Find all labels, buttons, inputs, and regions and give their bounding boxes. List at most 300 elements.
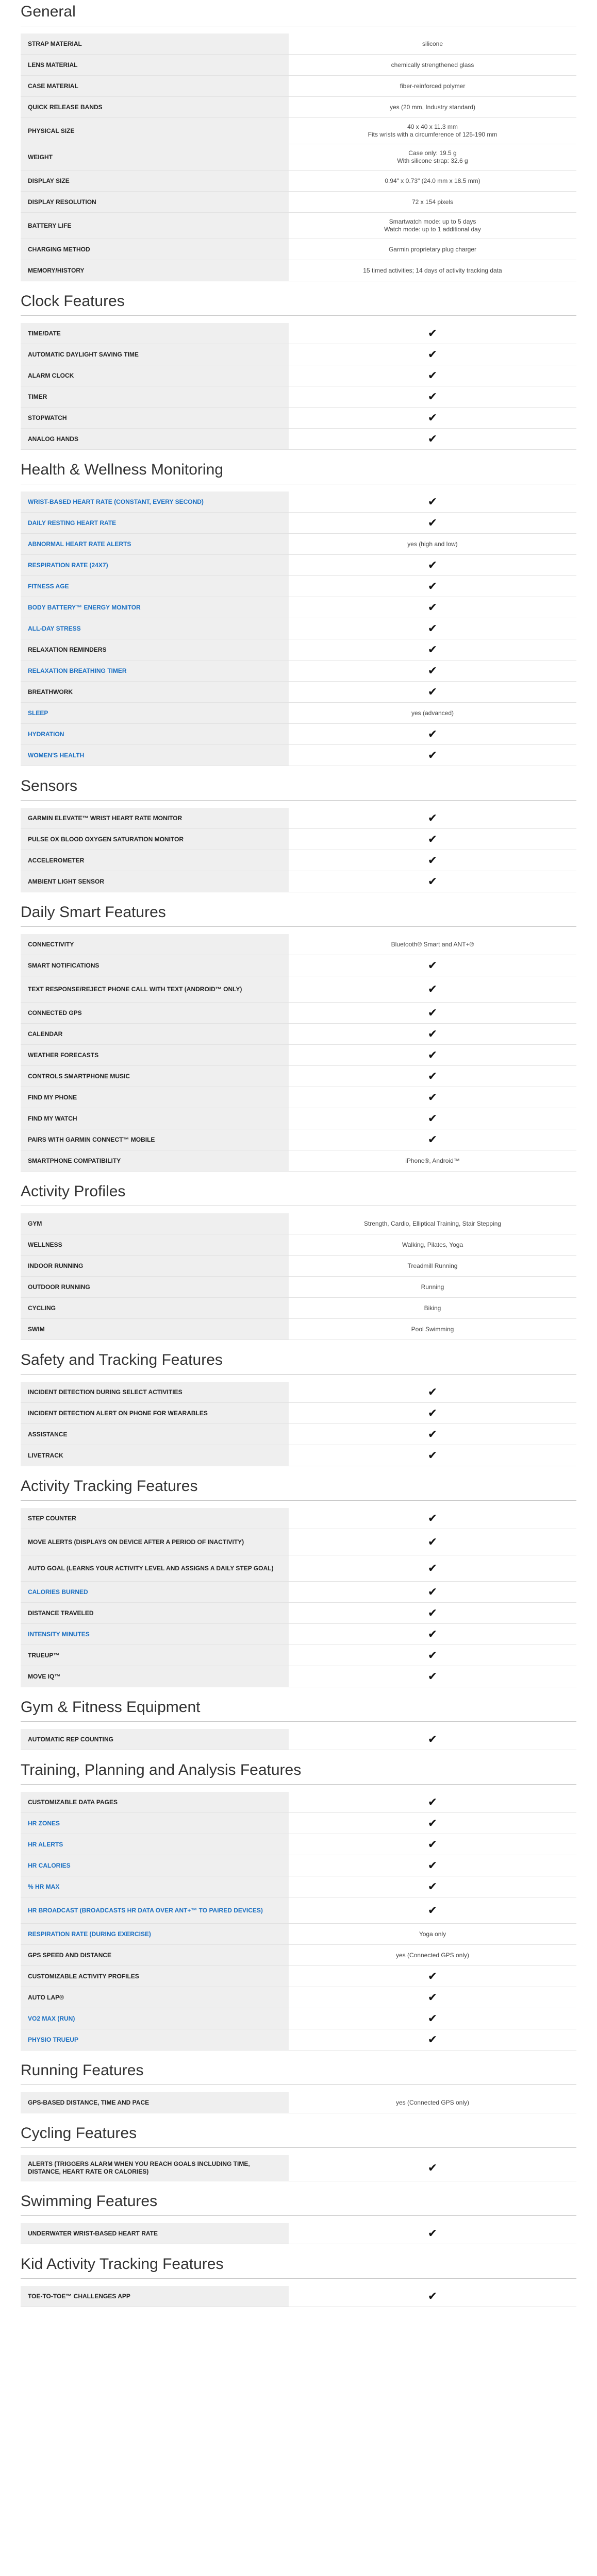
- checkmark-icon: ✔: [427, 601, 438, 614]
- spec-value: [289, 1945, 576, 1965]
- spec-value-text: Pool Swimming: [411, 1325, 454, 1333]
- spec-label: PHYSICAL SIZE: [21, 118, 289, 144]
- checkmark-icon: ✔: [427, 1970, 438, 1982]
- spec-value: [289, 1150, 576, 1171]
- spec-row: [21, 1813, 576, 1834]
- spec-label-link[interactable]: SLEEP: [21, 703, 289, 723]
- spec-value-text: Biking: [424, 1304, 441, 1312]
- section-title: Training, Planning and Analysis Features: [21, 1750, 576, 1785]
- spec-value: [289, 1298, 576, 1318]
- section-title: Swimming Features: [21, 2181, 576, 2216]
- spec-label-link[interactable]: HR ZONES: [21, 1813, 289, 1834]
- spec-row: [21, 1729, 576, 1750]
- spec-value-text: yes (Connected GPS only): [395, 1951, 470, 1959]
- spec-value: [289, 682, 576, 702]
- spec-value-text: Garmin proprietary plug charger: [388, 245, 477, 253]
- spec-value-text-secondary: Fits wrists with a circumference of 125-190 mm: [368, 131, 498, 138]
- spec-label: WEATHER FORECASTS: [21, 1045, 289, 1065]
- checkmark-icon: ✔: [427, 749, 438, 761]
- checkmark-icon: ✔: [427, 1133, 438, 1146]
- spec-label: AMBIENT LIGHT SENSOR: [21, 871, 289, 892]
- spec-value: [289, 1024, 576, 1044]
- spec-label: OUTDOOR RUNNING: [21, 1277, 289, 1297]
- spec-value: [289, 618, 576, 639]
- checkmark-icon: ✔: [427, 1112, 438, 1125]
- spec-row: [21, 829, 576, 850]
- spec-value: [289, 408, 576, 428]
- spec-value: [289, 1555, 576, 1581]
- spec-row: [21, 2092, 576, 2113]
- spec-row: [21, 1382, 576, 1403]
- spec-row: [21, 1582, 576, 1603]
- spec-row: [21, 1298, 576, 1319]
- spec-value: [289, 1213, 576, 1234]
- spec-row: [21, 213, 576, 239]
- spec-label: ALARM CLOCK: [21, 365, 289, 386]
- spec-value: [289, 323, 576, 344]
- checkmark-icon: ✔: [427, 1585, 438, 1598]
- spec-label-link[interactable]: CALORIES BURNED: [21, 1582, 289, 1602]
- spec-value: [289, 1045, 576, 1065]
- spec-value: [289, 144, 576, 170]
- checkmark-icon: ✔: [427, 1880, 438, 1893]
- spec-label: RELAXATION REMINDERS: [21, 639, 289, 660]
- spec-value-text: Strength, Cardio, Elliptical Training, Stair Stepping: [363, 1219, 502, 1227]
- spec-label: TIME/DATE: [21, 323, 289, 344]
- spec-section: [21, 2244, 576, 2307]
- spec-value: [289, 1424, 576, 1445]
- spec-row: [21, 239, 576, 260]
- checkmark-icon: ✔: [427, 1859, 438, 1872]
- spec-row: [21, 33, 576, 55]
- spec-label: CYCLING: [21, 1298, 289, 1318]
- spec-value: [289, 1277, 576, 1297]
- spec-label-link[interactable]: % HR MAX: [21, 1876, 289, 1897]
- spec-row: [21, 682, 576, 703]
- spec-row: [21, 1234, 576, 1256]
- checkmark-icon: ✔: [427, 1817, 438, 1829]
- spec-row: [21, 429, 576, 450]
- spec-row: [21, 1256, 576, 1277]
- checkmark-icon: ✔: [427, 1606, 438, 1619]
- spec-value: [289, 1834, 576, 1855]
- spec-row: [21, 171, 576, 192]
- spec-value: [289, 2223, 576, 2244]
- spec-label: INCIDENT DETECTION ALERT ON PHONE FOR WEARABLES: [21, 1403, 289, 1423]
- checkmark-icon: ✔: [427, 2012, 438, 2025]
- spec-row: [21, 386, 576, 408]
- spec-label: QUICK RELEASE BANDS: [21, 97, 289, 117]
- spec-row: [21, 1403, 576, 1424]
- spec-row: [21, 1924, 576, 1945]
- spec-section: [21, 450, 576, 766]
- section-title: Daily Smart Features: [21, 892, 576, 927]
- spec-label: AUTOMATIC DAYLIGHT SAVING TIME: [21, 344, 289, 365]
- spec-value-text-secondary: Watch mode: up to 1 additional day: [384, 226, 481, 233]
- checkmark-icon: ✔: [427, 1428, 438, 1440]
- checkmark-icon: ✔: [427, 327, 438, 340]
- checkmark-icon: ✔: [427, 685, 438, 698]
- spec-value: [289, 724, 576, 744]
- spec-row: [21, 1555, 576, 1582]
- spec-label: BATTERY LIFE: [21, 213, 289, 239]
- spec-value-text: Running: [421, 1283, 444, 1291]
- spec-value: [289, 1603, 576, 1623]
- spec-label: STEP COUNTER: [21, 1508, 289, 1529]
- checkmark-icon: ✔: [427, 2033, 438, 2046]
- spec-row: [21, 1624, 576, 1645]
- checkmark-icon: ✔: [427, 875, 438, 888]
- spec-label: GPS-BASED DISTANCE, TIME AND PACE: [21, 2092, 289, 2113]
- spec-label: GPS SPEED AND DISTANCE: [21, 1945, 289, 1965]
- spec-row: [21, 408, 576, 429]
- spec-row: [21, 1066, 576, 1087]
- spec-label-link[interactable]: HR CALORIES: [21, 1855, 289, 1876]
- spec-row: [21, 365, 576, 386]
- checkmark-icon: ✔: [427, 1006, 438, 1019]
- section-title: Cycling Features: [21, 2113, 576, 2148]
- section-title: Safety and Tracking Features: [21, 1340, 576, 1375]
- spec-value: [289, 118, 576, 144]
- checkmark-icon: ✔: [427, 1562, 438, 1574]
- spec-value: [289, 576, 576, 597]
- checkmark-icon: ✔: [427, 1091, 438, 1104]
- spec-value: [289, 1403, 576, 1423]
- spec-label-link[interactable]: BODY BATTERY™ ENERGY MONITOR: [21, 597, 289, 618]
- spec-label: PAIRS WITH GARMIN CONNECT™ MOBILE: [21, 1129, 289, 1150]
- spec-value: [289, 639, 576, 660]
- spec-row: [21, 1024, 576, 1045]
- checkmark-icon: ✔: [427, 2161, 438, 2174]
- spec-section: [21, 1172, 576, 1340]
- spec-row: [21, 1645, 576, 1666]
- spec-row: [21, 808, 576, 829]
- spec-value: [289, 871, 576, 892]
- checkmark-icon: ✔: [427, 411, 438, 424]
- spec-row: [21, 724, 576, 745]
- spec-row: [21, 618, 576, 639]
- spec-label-link[interactable]: PHYSIO TRUEUP: [21, 2029, 289, 2050]
- spec-row: [21, 55, 576, 76]
- spec-label: AUTOMATIC REP COUNTING: [21, 1729, 289, 1750]
- spec-value: [289, 555, 576, 575]
- checkmark-icon: ✔: [427, 727, 438, 740]
- spec-section: [21, 1340, 576, 1466]
- spec-label: GARMIN ELEVATE™ WRIST HEART RATE MONITOR: [21, 808, 289, 828]
- spec-value: [289, 1924, 576, 1944]
- checkmark-icon: ✔: [427, 1048, 438, 1061]
- spec-value: [289, 1855, 576, 1876]
- spec-label: SMARTPHONE COMPATIBILITY: [21, 1150, 289, 1171]
- spec-value-text: Smartwatch mode: up to 5 days: [389, 218, 476, 225]
- spec-label-link[interactable]: ABNORMAL HEART RATE ALERTS: [21, 534, 289, 554]
- checkmark-icon: ✔: [427, 558, 438, 571]
- checkmark-icon: ✔: [427, 1070, 438, 1082]
- spec-value: [289, 2029, 576, 2050]
- spec-row: [21, 1129, 576, 1150]
- spec-value-text: Treadmill Running: [407, 1262, 458, 1269]
- checkmark-icon: ✔: [427, 495, 438, 508]
- spec-row: [21, 1150, 576, 1172]
- spec-label: AUTO GOAL (LEARNS YOUR ACTIVITY LEVEL AND ASSIGNS A DAILY STEP GOAL): [21, 1555, 289, 1581]
- spec-row: [21, 2008, 576, 2029]
- spec-label: TOE-TO-TOE™ CHALLENGES APP: [21, 2286, 289, 2307]
- checkmark-icon: ✔: [427, 854, 438, 867]
- spec-section: [21, 2181, 576, 2244]
- spec-value: [289, 2008, 576, 2029]
- spec-value: [289, 2286, 576, 2307]
- spec-value: [289, 1108, 576, 1129]
- spec-value-text: Walking, Pilates, Yoga: [402, 1241, 463, 1248]
- spec-value: [289, 1813, 576, 1834]
- spec-row: [21, 1277, 576, 1298]
- spec-label-link[interactable]: RELAXATION BREATHING TIMER: [21, 660, 289, 681]
- spec-row: [21, 1945, 576, 1966]
- spec-value-text: Case only: 19.5 g: [408, 149, 457, 157]
- spec-value: [289, 850, 576, 871]
- spec-row: [21, 1424, 576, 1445]
- spec-value: [289, 1987, 576, 2008]
- spec-row: [21, 597, 576, 618]
- spec-label: STRAP MATERIAL: [21, 33, 289, 54]
- spec-value: [289, 33, 576, 54]
- spec-label: CALENDAR: [21, 1024, 289, 1044]
- spec-label-link[interactable]: DAILY RESTING HEART RATE: [21, 513, 289, 533]
- spec-label: SWIM: [21, 1319, 289, 1340]
- spec-value-text: 72 x 154 pixels: [411, 198, 454, 206]
- spec-row: [21, 1792, 576, 1813]
- spec-value-text: chemically strengthened glass: [391, 61, 474, 69]
- spec-row: [21, 1987, 576, 2008]
- spec-row: [21, 1445, 576, 1466]
- spec-value: [289, 660, 576, 681]
- spec-value-text: iPhone®, Android™: [405, 1157, 460, 1164]
- checkmark-icon: ✔: [427, 1449, 438, 1462]
- spec-row: [21, 260, 576, 281]
- spec-label-link[interactable]: FITNESS AGE: [21, 576, 289, 597]
- spec-value: [289, 429, 576, 449]
- spec-row: [21, 1508, 576, 1529]
- spec-row: [21, 2286, 576, 2307]
- spec-row: [21, 976, 576, 1003]
- spec-label-link[interactable]: HR ALERTS: [21, 1834, 289, 1855]
- spec-label: INDOOR RUNNING: [21, 1256, 289, 1276]
- spec-label: DISPLAY RESOLUTION: [21, 192, 289, 212]
- section-title: Activity Profiles: [21, 1172, 576, 1206]
- spec-value-text: fiber-reinforced polymer: [400, 82, 466, 90]
- spec-row: [21, 534, 576, 555]
- spec-row: [21, 344, 576, 365]
- spec-value: [289, 492, 576, 512]
- spec-value: [289, 829, 576, 850]
- spec-row: [21, 850, 576, 871]
- checkmark-icon: ✔: [427, 982, 438, 995]
- spec-label-link[interactable]: WOMEN'S HEALTH: [21, 745, 289, 766]
- spec-label: BREATHWORK: [21, 682, 289, 702]
- spec-value-text: Bluetooth® Smart and ANT+®: [391, 940, 474, 948]
- spec-row: [21, 1897, 576, 1924]
- spec-section: [21, 1687, 576, 1750]
- section-title: Running Features: [21, 2050, 576, 2085]
- section-title: Gym & Fitness Equipment: [21, 1687, 576, 1722]
- spec-value: [289, 1792, 576, 1812]
- spec-value: [289, 1066, 576, 1087]
- spec-label: SMART NOTIFICATIONS: [21, 955, 289, 976]
- spec-value: [289, 955, 576, 976]
- spec-label: PULSE OX BLOOD OXYGEN SATURATION MONITOR: [21, 829, 289, 850]
- spec-label-link[interactable]: VO2 MAX (RUN): [21, 2008, 289, 2029]
- spec-row: [21, 576, 576, 597]
- spec-label: CONTROLS SMARTPHONE MUSIC: [21, 1066, 289, 1087]
- spec-label-link[interactable]: RESPIRATION RATE (DURING EXERCISE): [21, 1924, 289, 1944]
- spec-label: DISTANCE TRAVELED: [21, 1603, 289, 1623]
- spec-value: [289, 1508, 576, 1529]
- spec-label: STOPWATCH: [21, 408, 289, 428]
- checkmark-icon: ✔: [427, 2227, 438, 2240]
- spec-row: [21, 555, 576, 576]
- spec-section: [21, 1750, 576, 2050]
- spec-label: INCIDENT DETECTION DURING SELECT ACTIVITIES: [21, 1382, 289, 1402]
- spec-row: [21, 492, 576, 513]
- spec-row: [21, 934, 576, 955]
- spec-row: [21, 1108, 576, 1129]
- checkmark-icon: ✔: [427, 811, 438, 824]
- section-title: Kid Activity Tracking Features: [21, 2244, 576, 2279]
- spec-value: [289, 1897, 576, 1923]
- spec-label: MOVE ALERTS (DISPLAYS ON DEVICE AFTER A PERIOD OF INACTIVITY): [21, 1529, 289, 1555]
- spec-row: [21, 1603, 576, 1624]
- checkmark-icon: ✔: [427, 1991, 438, 2004]
- spec-value: [289, 1129, 576, 1150]
- checkmark-icon: ✔: [427, 833, 438, 845]
- checkmark-icon: ✔: [427, 664, 438, 677]
- checkmark-icon: ✔: [427, 2290, 438, 2302]
- spec-label-link[interactable]: RESPIRATION RATE (24X7): [21, 555, 289, 575]
- checkmark-icon: ✔: [427, 1535, 438, 1548]
- spec-label: ASSISTANCE: [21, 1424, 289, 1445]
- checkmark-icon: ✔: [427, 1628, 438, 1640]
- spec-row: [21, 1666, 576, 1687]
- checkmark-icon: ✔: [427, 580, 438, 592]
- spec-label: CHARGING METHOD: [21, 239, 289, 260]
- spec-label: FIND MY PHONE: [21, 1087, 289, 1108]
- checkmark-icon: ✔: [427, 1670, 438, 1683]
- spec-value: [289, 55, 576, 75]
- spec-value: [289, 386, 576, 407]
- spec-value-text: Yoga only: [419, 1930, 446, 1938]
- spec-value-text: yes (Connected GPS only): [395, 2098, 470, 2106]
- spec-value-text: yes (20 mm, Industry standard): [389, 103, 476, 111]
- spec-value-text: silicone: [422, 40, 443, 47]
- spec-value: [289, 1624, 576, 1645]
- checkmark-icon: ✔: [427, 1406, 438, 1419]
- checkmark-icon: ✔: [427, 1904, 438, 1917]
- spec-row: [21, 118, 576, 144]
- spec-row: [21, 2223, 576, 2244]
- spec-row: [21, 76, 576, 97]
- spec-row: [21, 1529, 576, 1555]
- spec-row: [21, 1876, 576, 1897]
- spec-value: [289, 934, 576, 955]
- spec-label: CUSTOMIZABLE ACTIVITY PROFILES: [21, 1966, 289, 1987]
- spec-row: [21, 703, 576, 724]
- spec-label-link[interactable]: WRIST-BASED HEART RATE (CONSTANT, EVERY SECOND): [21, 492, 289, 512]
- spec-label-link[interactable]: HYDRATION: [21, 724, 289, 744]
- spec-row: [21, 2029, 576, 2050]
- spec-value: [289, 260, 576, 281]
- spec-section: [21, 2113, 576, 2181]
- checkmark-icon: ✔: [427, 1385, 438, 1398]
- checkmark-icon: ✔: [427, 516, 438, 529]
- spec-value-text: 15 timed activities; 14 days of activity tracking data: [363, 266, 502, 274]
- spec-value: [289, 1256, 576, 1276]
- spec-value: [289, 1382, 576, 1402]
- spec-row: [21, 144, 576, 171]
- spec-value: [289, 192, 576, 212]
- spec-value: [289, 703, 576, 723]
- spec-row: [21, 1319, 576, 1340]
- spec-label: CASE MATERIAL: [21, 76, 289, 96]
- spec-label: TIMER: [21, 386, 289, 407]
- spec-value: [289, 213, 576, 239]
- checkmark-icon: ✔: [427, 348, 438, 361]
- checkmark-icon: ✔: [427, 1649, 438, 1662]
- spec-value: [289, 745, 576, 766]
- checkmark-icon: ✔: [427, 959, 438, 972]
- spec-value: [289, 1966, 576, 1987]
- spec-value: [289, 76, 576, 96]
- spec-value: [289, 2155, 576, 2181]
- spec-row: [21, 1855, 576, 1876]
- spec-value: [289, 1087, 576, 1108]
- spec-label: AUTO LAP®: [21, 1987, 289, 2008]
- checkmark-icon: ✔: [427, 643, 438, 656]
- spec-label: WEIGHT: [21, 144, 289, 170]
- spec-label: WELLNESS: [21, 1234, 289, 1255]
- spec-section: [21, 766, 576, 892]
- spec-label-link[interactable]: INTENSITY MINUTES: [21, 1624, 289, 1645]
- spec-label: DISPLAY SIZE: [21, 171, 289, 191]
- spec-value-text: yes (advanced): [411, 709, 454, 717]
- spec-row: [21, 1213, 576, 1234]
- spec-label-link[interactable]: HR BROADCAST (BROADCASTS HR DATA OVER ANT+™ TO PAIRED DEVICES): [21, 1897, 289, 1923]
- spec-value: [289, 1234, 576, 1255]
- spec-value: [289, 976, 576, 1002]
- spec-value-text-secondary: With silicone strap: 32.6 g: [397, 157, 468, 164]
- spec-label: MOVE IQ™: [21, 1666, 289, 1687]
- spec-value: [289, 1003, 576, 1023]
- spec-row: [21, 745, 576, 766]
- section-title: Health & Wellness Monitoring: [21, 450, 576, 484]
- spec-value: [289, 1582, 576, 1602]
- spec-row: [21, 2155, 576, 2181]
- spec-label: MEMORY/HISTORY: [21, 260, 289, 281]
- spec-value-text: 40 x 40 x 11.3 mm: [407, 123, 458, 130]
- spec-label-link[interactable]: ALL-DAY STRESS: [21, 618, 289, 639]
- spec-value: [289, 344, 576, 365]
- checkmark-icon: ✔: [427, 1838, 438, 1851]
- spec-label: GYM: [21, 1213, 289, 1234]
- spec-value: [289, 2092, 576, 2113]
- spec-value: [289, 597, 576, 618]
- spec-value: [289, 1529, 576, 1555]
- spec-value: [289, 239, 576, 260]
- checkmark-icon: ✔: [427, 369, 438, 382]
- spec-label: LIVETRACK: [21, 1445, 289, 1466]
- spec-value: [289, 171, 576, 191]
- spec-value: [289, 1729, 576, 1750]
- section-title: Activity Tracking Features: [21, 1466, 576, 1501]
